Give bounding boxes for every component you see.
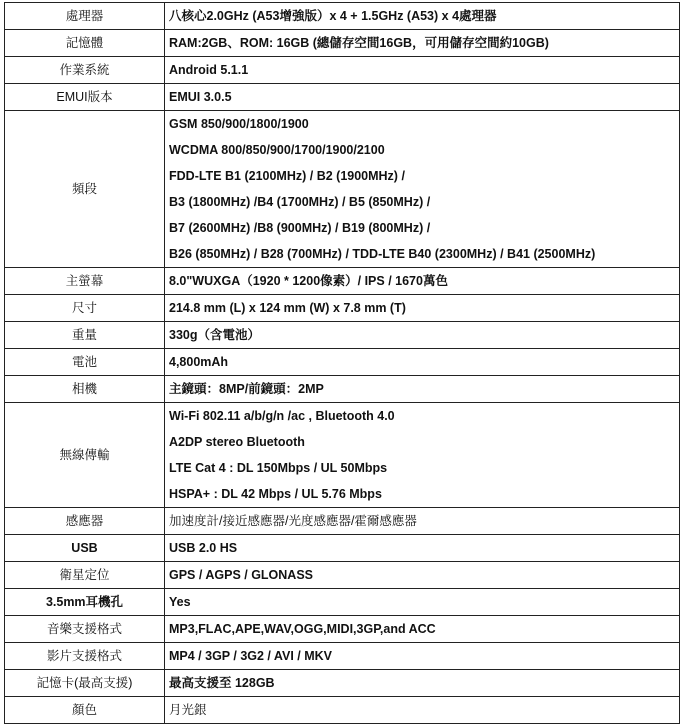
value-line: B3 (1800MHz) /B4 (1700MHz) / B5 (850MHz) / xyxy=(169,195,431,209)
spec-table xyxy=(4,2,680,724)
row-value: MP3,FLAC,APE,WAV,OGG,MIDI,3GP,and ACC xyxy=(165,616,680,643)
value-line: Wi-Fi 802.11 a/b/g/n /ac , Bluetooth 4.0 xyxy=(169,409,395,423)
row-label: 記憶體 xyxy=(5,30,165,57)
table-row xyxy=(5,616,680,643)
row-label: 作業系統 xyxy=(5,57,165,84)
row-value: Yes xyxy=(165,589,680,616)
row-value: 八核心2.0GHz (A53增強版）x 4 + 1.5GHz (A53) x 4處理器 xyxy=(165,3,680,30)
value-line: B26 (850MHz) / B28 (700MHz) / TDD-LTE B40 (2300MHz) / B41 (2500MHz) xyxy=(169,247,596,261)
table-row xyxy=(5,322,680,349)
row-label: 尺寸 xyxy=(5,295,165,322)
row-label: 音樂支援格式 xyxy=(5,616,165,643)
row-label: 影片支援格式 xyxy=(5,643,165,670)
row-label: 電池 xyxy=(5,349,165,376)
value-line: LTE Cat 4 : DL 150Mbps / UL 50Mbps xyxy=(169,461,388,475)
row-value: 4,800mAh xyxy=(165,349,680,376)
row-label: 記憶卡(最高支援) xyxy=(5,670,165,697)
table-row xyxy=(5,30,680,57)
value-line: A2DP stereo Bluetooth xyxy=(169,435,305,449)
row-value: 214.8 mm (L) x 124 mm (W) x 7.8 mm (T) xyxy=(165,295,680,322)
row-value: MP4 / 3GP / 3G2 / AVI / MKV xyxy=(165,643,680,670)
row-label: 相機 xyxy=(5,376,165,403)
table-row xyxy=(5,670,680,697)
row-label: EMUI版本 xyxy=(5,84,165,111)
table-row xyxy=(5,643,680,670)
table-row xyxy=(5,589,680,616)
row-value: USB 2.0 HS xyxy=(165,535,680,562)
table-row xyxy=(5,403,680,508)
row-value: EMUI 3.0.5 xyxy=(165,84,680,111)
table-row xyxy=(5,57,680,84)
row-label: 衛星定位 xyxy=(5,562,165,589)
table-row xyxy=(5,295,680,322)
row-label: USB xyxy=(5,535,165,562)
table-row xyxy=(5,508,680,535)
table-row xyxy=(5,84,680,111)
row-value: 加速度計/接近感應器/光度感應器/霍爾感應器 xyxy=(165,508,680,535)
row-value: 8.0"WUXGA（1920 * 1200像素）/ IPS / 1670萬色 xyxy=(165,268,680,295)
row-value: 330g（含電池） xyxy=(165,322,680,349)
row-value xyxy=(165,111,680,268)
table-row xyxy=(5,268,680,295)
row-label: 重量 xyxy=(5,322,165,349)
table-row xyxy=(5,697,680,724)
table-row xyxy=(5,376,680,403)
table-row xyxy=(5,111,680,268)
value-line: HSPA+ : DL 42 Mbps / UL 5.76 Mbps xyxy=(169,487,382,501)
row-label: 主螢幕 xyxy=(5,268,165,295)
row-value: RAM:2GB、ROM: 16GB (總儲存空間16GB，可用儲存空間約10GB) xyxy=(165,30,680,57)
table-row xyxy=(5,535,680,562)
table-row xyxy=(5,349,680,376)
row-label: 3.5mm耳機孔 xyxy=(5,589,165,616)
row-value xyxy=(165,403,680,508)
table-row xyxy=(5,3,680,30)
value-line: FDD-LTE B1 (2100MHz) / B2 (1900MHz) / xyxy=(169,169,405,183)
row-value: GPS / AGPS / GLONASS xyxy=(165,562,680,589)
value-line: GSM 850/900/1800/1900 xyxy=(169,117,309,131)
row-value: 月光銀 xyxy=(165,697,680,724)
row-label: 處理器 xyxy=(5,3,165,30)
table-row xyxy=(5,562,680,589)
spec-table-body xyxy=(5,3,680,724)
value-line: WCDMA 800/850/900/1700/1900/2100 xyxy=(169,143,385,157)
row-label: 無線傳輸 xyxy=(5,403,165,508)
row-label: 頻段 xyxy=(5,111,165,268)
row-label: 感應器 xyxy=(5,508,165,535)
value-line: B7 (2600MHz) /B8 (900MHz) / B19 (800MHz) / xyxy=(169,221,431,235)
row-value: Android 5.1.1 xyxy=(165,57,680,84)
row-value: 主鏡頭：8MP/前鏡頭：2MP xyxy=(165,376,680,403)
row-value: 最高支援至 128GB xyxy=(165,670,680,697)
row-label: 顏色 xyxy=(5,697,165,724)
